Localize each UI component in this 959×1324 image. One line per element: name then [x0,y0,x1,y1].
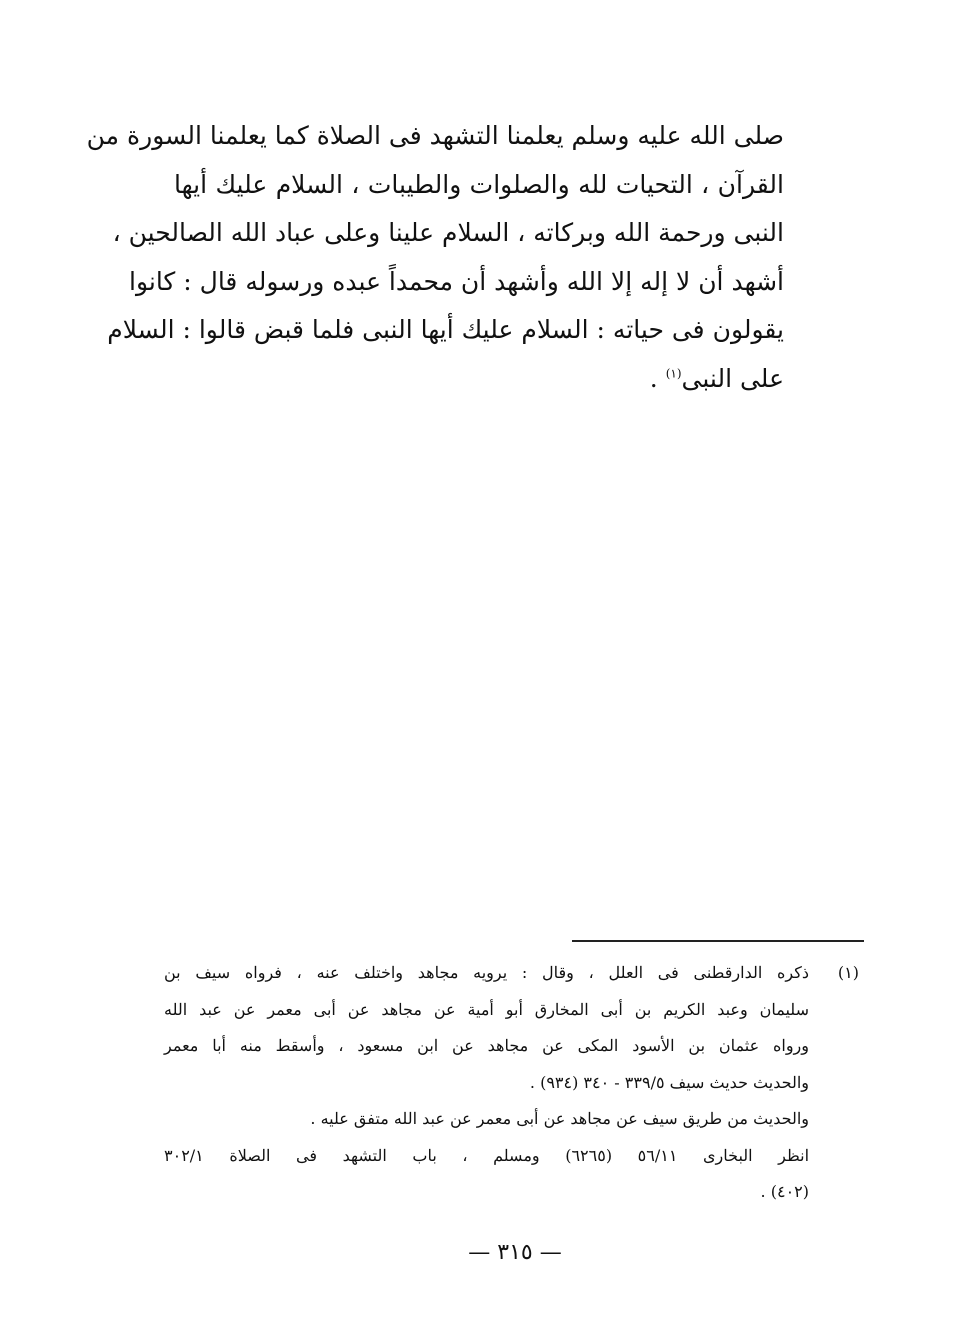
main-text-line: أشهد أن لا إله إلا الله وأشهد أن محمداً عبده ورسوله قال : كانوا [129,266,784,296]
main-text-line-end: . [649,363,666,393]
footnote-line: انظر البخارى ٥٦/١١ (٦٢٦٥) ومسلم ، باب التشهد فى الصلاة ٣٠٢/١ [164,1145,810,1165]
footnote-line: ذكره الدارقطنى فى العلل ، وقال : يرويه مجاهد واختلف عنه ، فرواه سيف بن [164,963,809,982]
footnote-reference[interactable]: (١) [665,366,682,381]
page-number: — ٣١٥ — [468,1240,562,1265]
footnote-line: ورواه عثمان بن الأسود المكى عن مجاهد عن ابن مسعود ، وأسقط منه أبا معمر [164,1036,809,1055]
footnote-line: والحديث حديث سيف ٣٣٩/٥ - ٣٤٠ (٩٣٤) . [529,1072,809,1092]
main-text-line: صلى الله عليه وسلم يعلمنا التشهد فى الصلاة كما يعلمنا السورة من [86,121,784,150]
footnote-marker: (١) [837,963,859,982]
main-text-line: القرآن ، التحيات لله والصلوات والطيبات ، السلام عليك أيها [174,169,784,199]
footnote-line: (٤٠٢) . [760,1182,809,1201]
main-text-last-line [174,355,784,404]
main-text-line: يقولون فى حياته : السلام عليك أيها النبى فلما قبض قالوا : السلام [107,315,784,344]
footnote-separator [572,940,864,942]
footnote-block [164,955,859,1211]
footnote-line: سليمان وعبد الكريم بن أبى المخارق أبو أمية عن مجاهد عن أبى معمر عن عبد الله [164,999,809,1019]
main-text-line: النبى ورحمة الله وبركاته ، السلام علينا وعلى عباد الله الصالحين ، [112,218,784,247]
main-text-line-start: على النبى [681,363,784,393]
footnote-line: والحديث من طريق سيف عن مجاهد عن أبى معمر عن عبد الله متفق عليه . [310,1109,809,1128]
main-text-block [86,112,784,403]
